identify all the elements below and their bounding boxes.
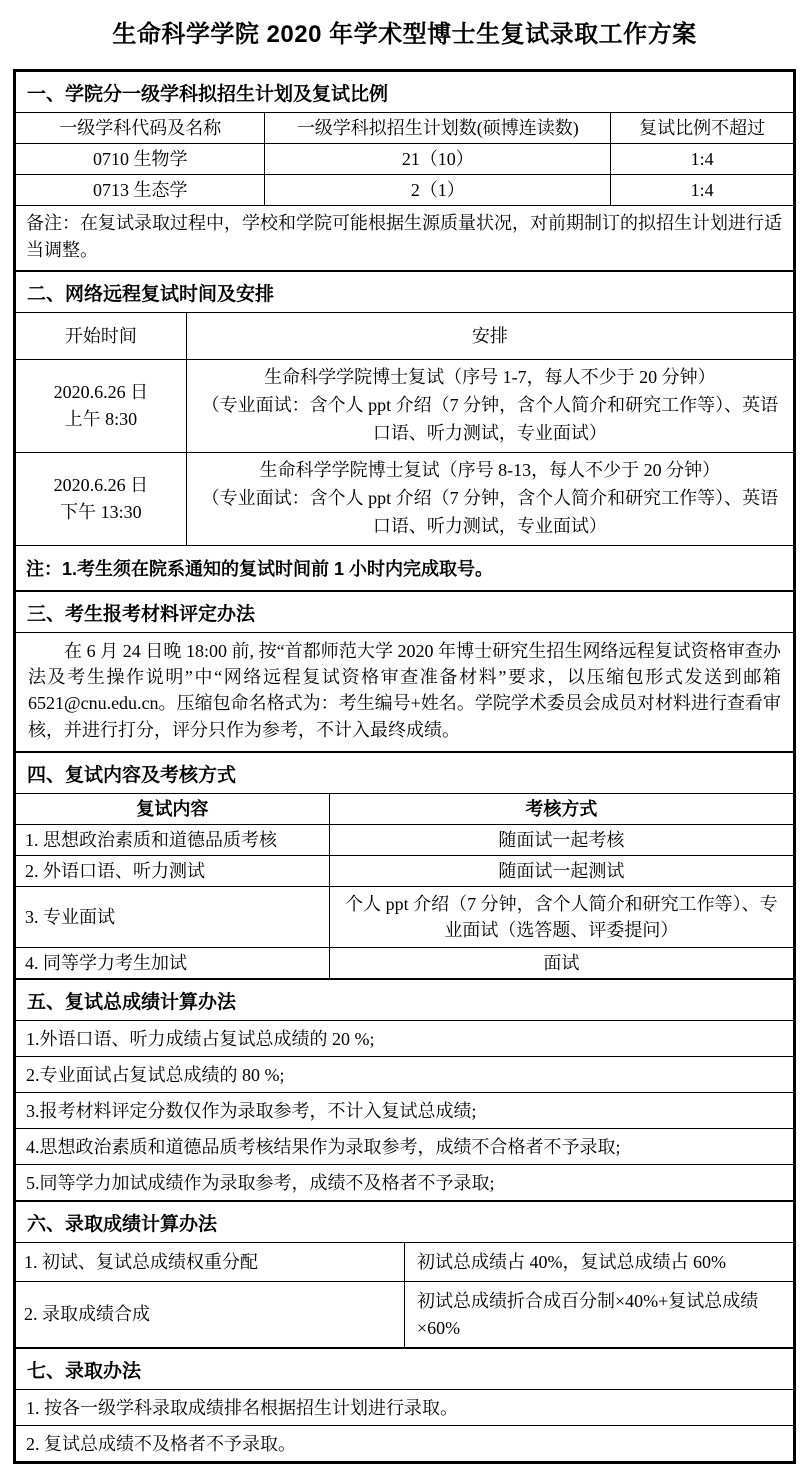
list-item: 3.报考材料评定分数仅作为录取参考，不计入复试总成绩; bbox=[16, 1092, 793, 1128]
cell-score-value: 初试总成绩占 40%，复试总成绩占 60% bbox=[405, 1243, 794, 1282]
section-1-note: 备注：在复试录取过程中，学校和学院可能根据生源质量状况，对前期制订的拟招生计划进行适当调整。 bbox=[16, 205, 793, 270]
section-2-note: 注：1.考生须在院系通知的复试时间前 1 小时内完成取号。 bbox=[16, 545, 793, 590]
section-5-heading: 五、复试总成绩计算办法 bbox=[16, 980, 793, 1021]
table-row bbox=[16, 855, 793, 886]
table-row bbox=[16, 887, 793, 948]
section-3-body: 在 6 月 24 日晚 18:00 前, 按“首都师范大学 2020 年博士研究生招生网络远程复试资格审查办法及考生操作说明”中“网络远程复试资格审查准备材料”要求，以压缩包形式发送到邮箱 6521@cnu.edu.cn。压缩包命名格式为：考生编号+姓名。学院学术委员会成员对材料进行查看审核，并进行打分，评分只作为参考，不计入最终成绩。 bbox=[28, 640, 781, 740]
page-title: 生命科学学院 2020 年学术型博士生复试录取工作方案 bbox=[112, 21, 697, 48]
section-interview-score-calc bbox=[16, 978, 793, 1200]
cell-plan-count: 21（10） bbox=[265, 144, 611, 175]
section-7-heading: 七、录取办法 bbox=[16, 1349, 793, 1390]
column-header-ratio: 复试比例不超过 bbox=[611, 113, 793, 144]
table-row bbox=[16, 360, 793, 453]
interview-content-table bbox=[16, 794, 793, 979]
section-interview-schedule bbox=[16, 270, 793, 589]
arrangement-line: （专业面试：含个人 ppt 介绍（7 分钟，含个人简介和研究工作等）、英语口语、听力测试，专业面试） bbox=[201, 395, 779, 444]
cell-arrangement bbox=[186, 453, 793, 545]
section-6-heading: 六、录取成绩计算办法 bbox=[16, 1202, 793, 1243]
table-row bbox=[16, 824, 793, 855]
cell-arrangement bbox=[186, 360, 793, 453]
section-material-evaluation bbox=[16, 590, 793, 751]
cell-content: 1. 思想政治素质和道德品质考核 bbox=[16, 824, 329, 855]
section-enrollment-plan bbox=[16, 72, 793, 270]
table-row bbox=[16, 453, 793, 545]
section-1-heading: 一、学院分一级学科拟招生计划及复试比例 bbox=[16, 72, 793, 113]
enrollment-plan-table bbox=[16, 113, 793, 205]
section-3-heading: 三、考生报考材料评定办法 bbox=[16, 592, 793, 633]
cell-discipline-code: 0713 生态学 bbox=[16, 175, 265, 206]
cell-content: 2. 外语口语、听力测试 bbox=[16, 855, 329, 886]
column-header-start-time: 开始时间 bbox=[16, 313, 186, 360]
section-2-heading: 二、网络远程复试时间及安排 bbox=[16, 272, 793, 313]
cell-content: 3. 专业面试 bbox=[16, 887, 329, 948]
arrangement-line: 生命科学学院博士复试（序号 1-7，每人不少于 20 分钟） bbox=[264, 367, 716, 388]
column-header-arrangement: 安排 bbox=[186, 313, 793, 360]
column-header-method: 考核方式 bbox=[329, 794, 793, 825]
cell-score-label: 2. 录取成绩合成 bbox=[16, 1282, 405, 1347]
table-header-row bbox=[16, 313, 793, 360]
cell-discipline-code: 0710 生物学 bbox=[16, 144, 265, 175]
list-item: 5.同等学力加试成绩作为录取参考，成绩不及格者不予录取; bbox=[16, 1164, 793, 1200]
cell-plan-count: 2（1） bbox=[265, 175, 611, 206]
table-row bbox=[16, 1243, 793, 1282]
section-5-items bbox=[16, 1021, 793, 1200]
cell-method: 随面试一起测试 bbox=[329, 855, 793, 886]
cell-start-time bbox=[16, 453, 186, 545]
list-item: 2. 复试总成绩不及格者不予录取。 bbox=[16, 1425, 793, 1461]
session-date: 2020.6.26 日 bbox=[53, 474, 149, 495]
table-header-row bbox=[16, 794, 793, 825]
column-header-content: 复试内容 bbox=[16, 794, 329, 825]
cell-method: 个人 ppt 介绍（7 分钟，含个人简介和研究工作等）、专业面试（选答题、评委提问） bbox=[329, 887, 793, 948]
section-interview-content bbox=[16, 751, 793, 979]
section-4-heading: 四、复试内容及考核方式 bbox=[16, 753, 793, 794]
arrangement-line: 生命科学学院博士复试（序号 8-13，每人不少于 20 分钟） bbox=[259, 460, 721, 481]
table-row bbox=[16, 948, 793, 979]
cell-method: 随面试一起考核 bbox=[329, 824, 793, 855]
cell-content: 4. 同等学力考生加试 bbox=[16, 948, 329, 979]
list-item: 2.专业面试占复试总成绩的 80 %; bbox=[16, 1056, 793, 1092]
section-admission-score-calc bbox=[16, 1200, 793, 1346]
list-item: 1.外语口语、听力成绩占复试总成绩的 20 %; bbox=[26, 1029, 375, 1050]
cell-ratio: 1:4 bbox=[611, 144, 793, 175]
section-admission-method bbox=[16, 1347, 793, 1461]
cell-score-label: 1. 初试、复试总成绩权重分配 bbox=[16, 1243, 405, 1282]
cell-method: 面试 bbox=[329, 948, 793, 979]
table-row bbox=[16, 1282, 793, 1347]
table-header-row bbox=[16, 113, 793, 144]
plan-document-frame bbox=[13, 69, 796, 1464]
cell-score-value: 初试总成绩折合成百分制×40%+复试总成绩×60% bbox=[405, 1282, 794, 1347]
session-time: 上午 8:30 bbox=[64, 409, 138, 430]
list-item: 1. 按各一级学科录取成绩排名根据招生计划进行录取。 bbox=[26, 1397, 458, 1418]
cell-start-time bbox=[16, 360, 186, 453]
arrangement-line: （专业面试：含个人 ppt 介绍（7 分钟，含个人简介和研究工作等）、英语口语、听力测试，专业面试） bbox=[201, 487, 779, 536]
session-time: 下午 13:30 bbox=[60, 501, 142, 522]
list-item: 4.思想政治素质和道德品质考核结果作为录取参考，成绩不合格者不予录取; bbox=[16, 1128, 793, 1164]
table-row bbox=[16, 175, 793, 206]
session-date: 2020.6.26 日 bbox=[53, 382, 149, 403]
cell-ratio: 1:4 bbox=[611, 175, 793, 206]
section-7-items bbox=[16, 1390, 793, 1461]
interview-schedule-table bbox=[16, 313, 793, 544]
table-row bbox=[16, 144, 793, 175]
column-header-discipline-code: 一级学科代码及名称 bbox=[16, 113, 265, 144]
column-header-plan-count: 一级学科拟招生计划数(硕博连读数) bbox=[265, 113, 611, 144]
admission-score-table bbox=[16, 1243, 793, 1346]
